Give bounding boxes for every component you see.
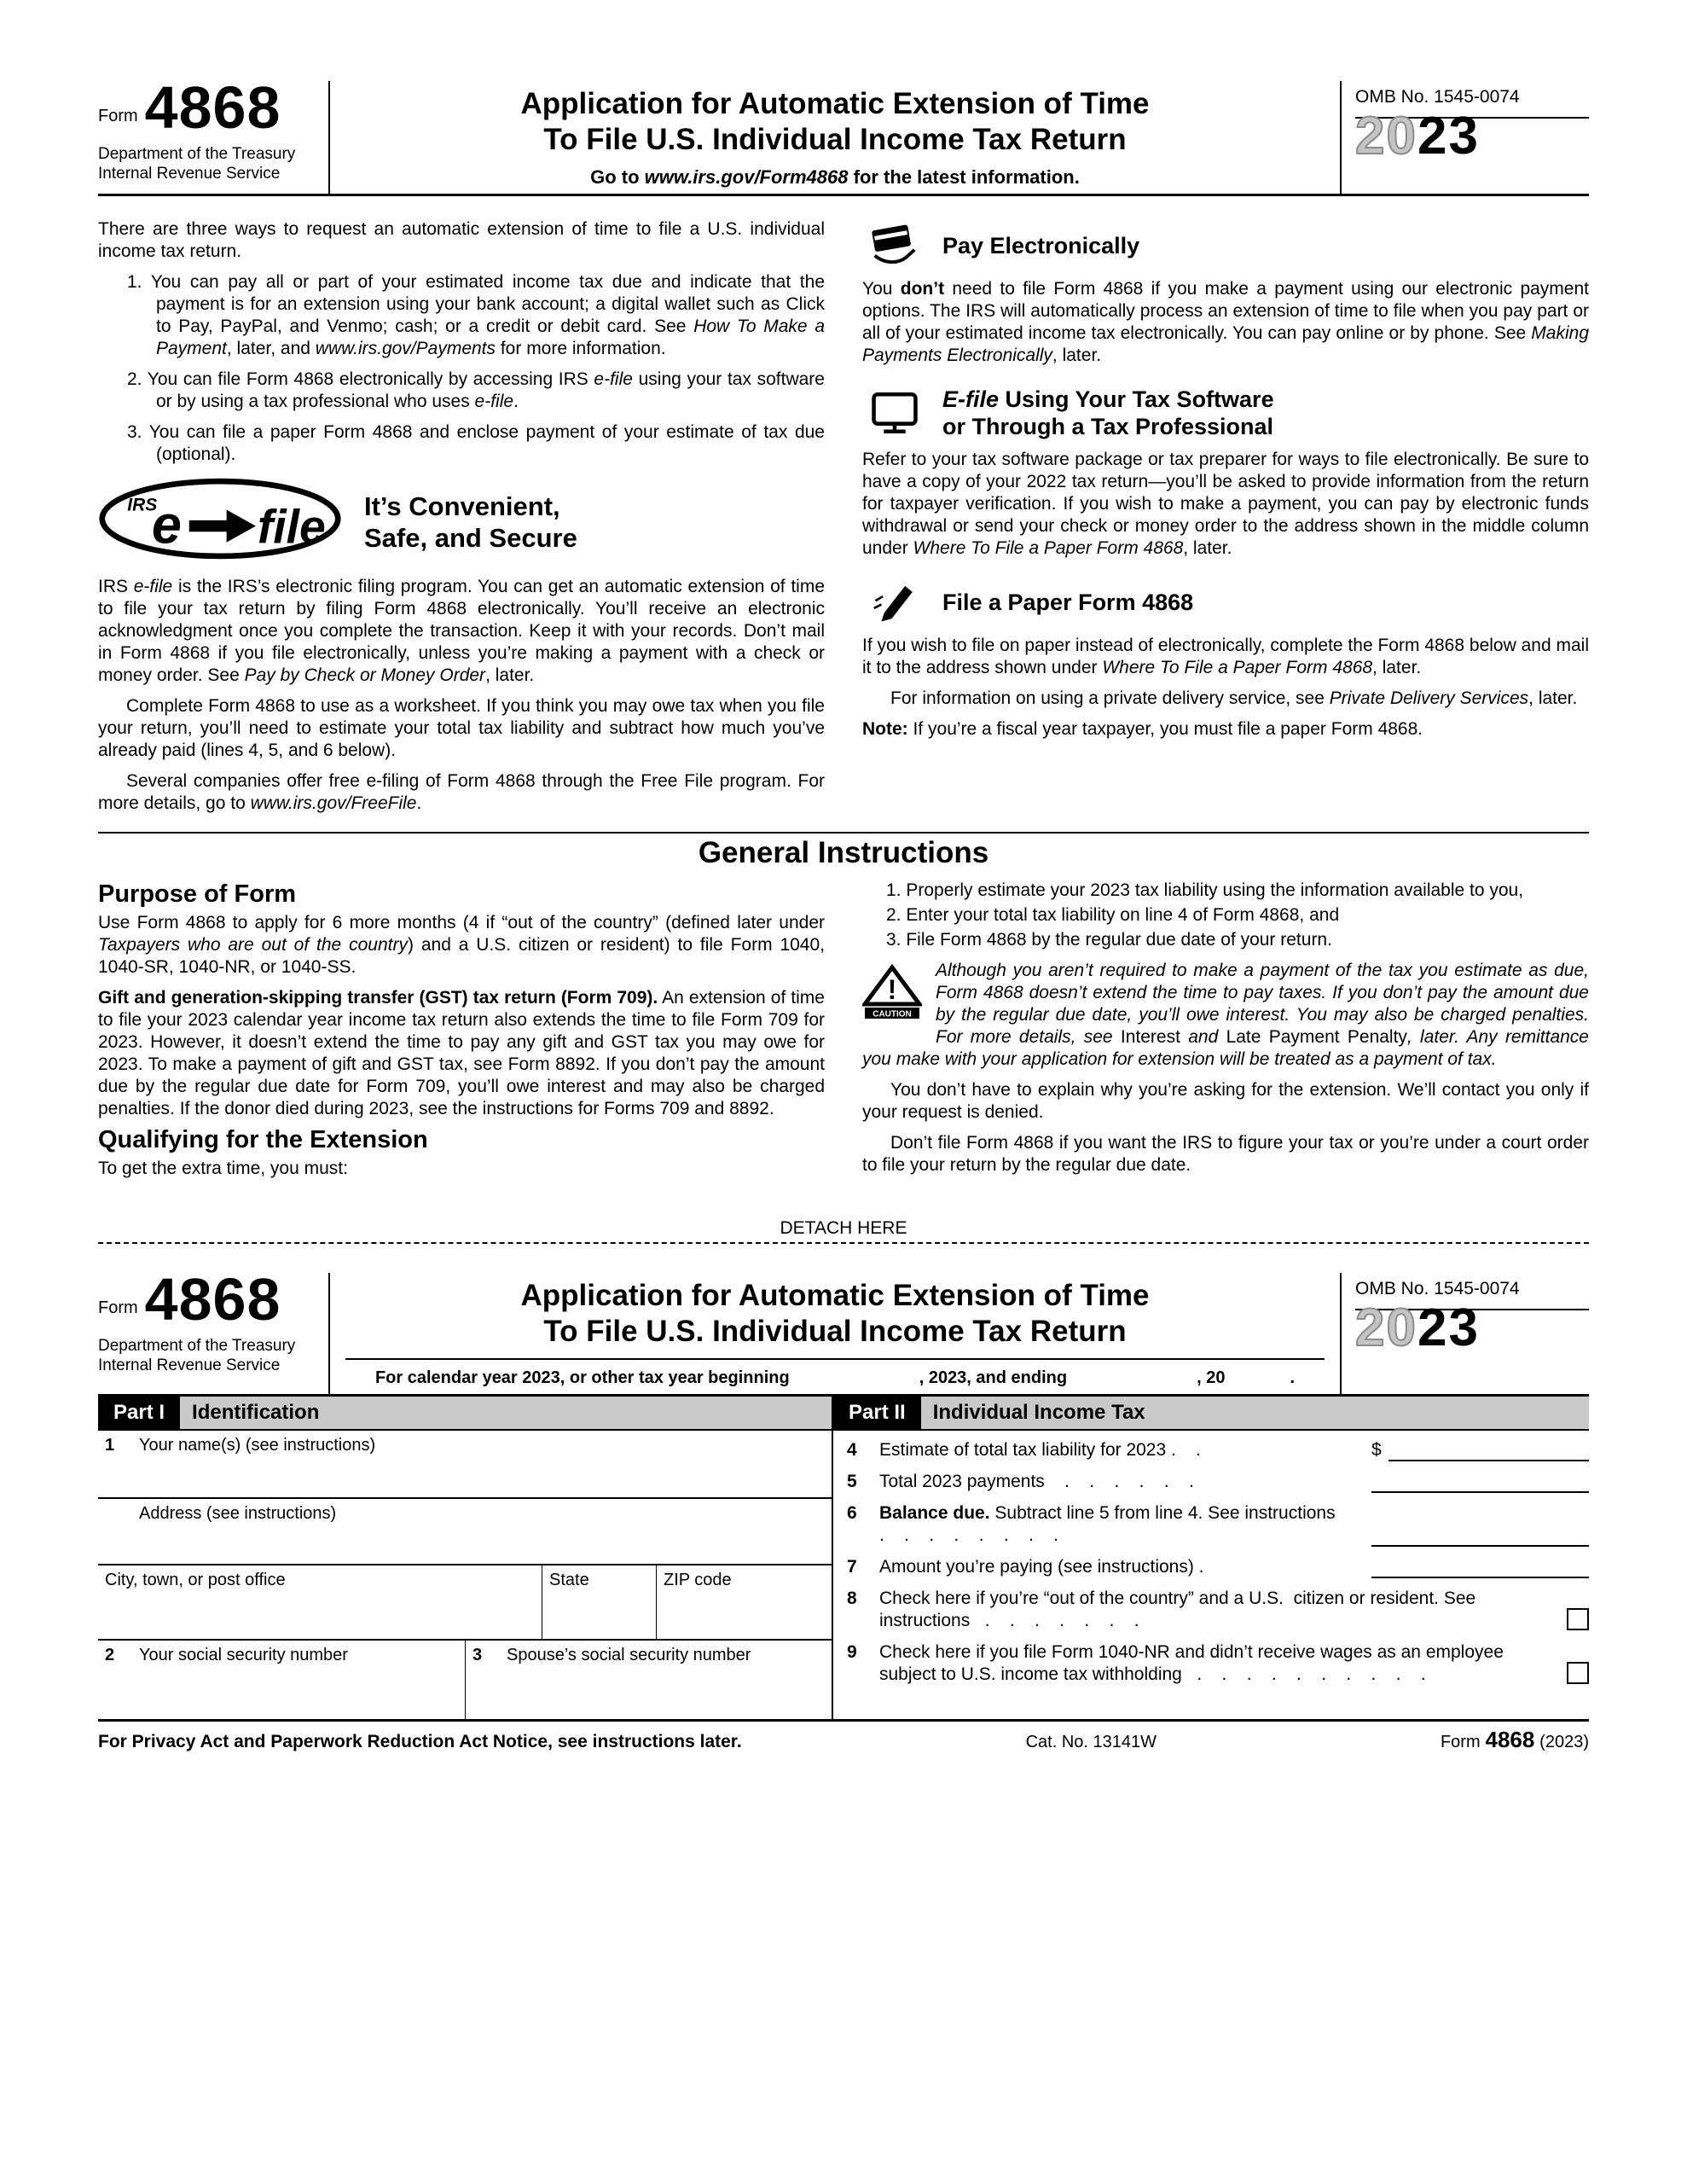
- zip-field[interactable]: [656, 1565, 832, 1639]
- name-field-label: Your name(s) (see instructions): [139, 1436, 376, 1455]
- line8-number: 8: [847, 1589, 857, 1608]
- line7-amount-cell: [1371, 1558, 1589, 1578]
- general-left-column: [98, 880, 825, 1188]
- paper-form-heading: [862, 578, 1589, 626]
- line9-number: 9: [847, 1642, 857, 1662]
- footer-form-year: (2023): [1539, 1733, 1589, 1751]
- line4-text: Estimate of total tax liability for 2023 . .: [879, 1440, 1202, 1460]
- zip-field-label: ZIP code: [664, 1571, 732, 1589]
- line6-row: [847, 1502, 1589, 1547]
- general-instructions-title: General Instructions: [698, 836, 989, 869]
- detach-here: [98, 1217, 1589, 1244]
- bottom-tax-year-outline: 20: [1355, 1298, 1417, 1357]
- spouse-ssn-label: Spouse’s social security number: [507, 1646, 751, 1664]
- address-field-label: Address (see instructions): [139, 1504, 337, 1523]
- efile-software-title: E-file Using Your Tax Software or Through a Tax Professional: [942, 386, 1274, 439]
- calendar-mid-text: , 2023, and ending: [919, 1368, 1068, 1387]
- dont-file-paragraph: Don’t file Form 4868 if you want the IRS to figure your tax or you’re under a court order to file your return by the regular due date.: [862, 1133, 1589, 1175]
- dollar-sign: $: [1371, 1440, 1382, 1460]
- paper-note: Note: If you’re a fiscal year taxpayer, you must file a paper Form 4868.: [862, 719, 1423, 739]
- tax-year-beginning-field[interactable]: [795, 1370, 914, 1389]
- line9-checkbox-cell: [1538, 1662, 1589, 1686]
- part1-title: Identification: [192, 1401, 320, 1424]
- your-ssn-label: Your social security number: [139, 1646, 348, 1664]
- line8-checkbox-cell: [1538, 1608, 1589, 1632]
- paper-paragraph-2: For information on using a private delivery service, see Private Delivery Services, later.: [890, 688, 1578, 708]
- part2-label: Part II: [833, 1397, 921, 1429]
- efile-paragraph-2: Complete Form 4868 to use as a worksheet. If you think you may owe tax when you file your return, you’ll need to estimate your total tax liability and subtract how much you’ve already paid (lines 4, 5, and 6 below).: [98, 696, 825, 760]
- name-field[interactable]: [98, 1431, 832, 1499]
- department-line: Department of the Treasury: [98, 144, 296, 163]
- line8-row: [847, 1588, 1589, 1632]
- tax-year-outline: 20: [1355, 107, 1417, 166]
- intro-left-column: [98, 218, 825, 823]
- form-number: 4868: [144, 74, 281, 141]
- part2-title: Individual Income Tax: [932, 1401, 1145, 1424]
- detach-here-label: DETACH HERE: [780, 1218, 907, 1238]
- calendar-20-text: , 20: [1197, 1368, 1226, 1387]
- efile-tagline-line1: It’s Convenient,: [364, 491, 560, 521]
- line6-number: 6: [847, 1503, 857, 1523]
- address-field[interactable]: [98, 1499, 832, 1565]
- paper-paragraph-1: If you wish to file on paper instead of electronically, complete the Form 4868 below and mail it to the address shown under Where To File a Paper Form 4868, later.: [862, 636, 1589, 677]
- efile-software-heading: [862, 386, 1589, 440]
- line4-amount-cell: [1371, 1439, 1589, 1461]
- line9-row: [847, 1641, 1589, 1686]
- calendar-pre-text: For calendar year 2023, or other tax year beginning: [374, 1368, 790, 1387]
- bottom-form-title-line1: Application for Automatic Extension of Time: [520, 1279, 1150, 1312]
- omb-year-block: [1342, 81, 1589, 194]
- line2-number: 2: [105, 1646, 115, 1664]
- form-title-block: [328, 81, 1342, 194]
- part2-bar: [833, 1397, 1589, 1431]
- way-item-1: 1. You can pay all or part of your estimated income tax due and indicate that the payment is for an extension using your bank account; a digital wallet such as Click to Pay, PayPal, and Venmo; cash; or a credit or debit card. See How To Make a Payment, later, and www.irs.gov/Payments for more information.: [127, 272, 826, 358]
- bottom-omb-year-block: [1342, 1273, 1589, 1394]
- qualifying-paragraph: To get the extra time, you must:: [98, 1159, 348, 1178]
- footer-form-number: 4868: [1485, 1727, 1535, 1752]
- bottom-form-title-line2: To File U.S. Individual Income Tax Return: [543, 1315, 1127, 1348]
- form-1040nr-checkbox[interactable]: [1567, 1662, 1589, 1684]
- bottom-form-header: [98, 1266, 1589, 1397]
- form-title-line2: To File U.S. Individual Income Tax Return: [543, 123, 1127, 156]
- ssn-row: [98, 1641, 832, 1719]
- purpose-paragraph-2: Gift and generation-skipping transfer (GST) tax return (Form 709). An extension of time to file your 2023 calendar year income tax return also extends the time to file Form 709 for 2023. However, it doesn’t extend the time to pay any gift and GST tax you may owe for 2023. To make a payment of gift and GST tax, see Form 8892. If you don’t pay the amount due by the regular due date for Form 709, you’ll owe interest and may also be charged penalties. If the donor died during 2023, see the instructions for Forms 709 and 8892.: [98, 988, 825, 1118]
- out-of-country-checkbox[interactable]: [1567, 1608, 1589, 1630]
- efile-paragraph-3: Several companies offer free e-filing of Form 4868 through the Free File program. For more details, go to www.irs.gov/FreeFile.: [98, 771, 825, 813]
- tax-year: [1355, 107, 1589, 166]
- efile-logo-file-text: file: [257, 500, 326, 554]
- efile-logo-block: [98, 478, 825, 566]
- line3-number: 3: [472, 1646, 483, 1664]
- bottom-tax-year-solid: 23: [1417, 1298, 1480, 1357]
- line9-text: Check here if you file Form 1040-NR and didn’t receive wages as an employee subject to U.S. income tax withholding . . . . . . . . . .: [879, 1642, 1504, 1684]
- line6-amount-field[interactable]: [1371, 1526, 1589, 1547]
- efile-tagline-line2: Safe, and Secure: [364, 522, 577, 553]
- line7-amount-field[interactable]: [1371, 1558, 1589, 1578]
- line5-amount-field[interactable]: [1371, 1472, 1589, 1493]
- bottom-form-number-block: [98, 1266, 328, 1394]
- city-state-zip-row: [98, 1565, 832, 1641]
- qualifying-heading: Qualifying for the Extension: [98, 1126, 428, 1153]
- footer-form-word: Form: [1440, 1733, 1481, 1751]
- city-field-label: City, town, or post office: [105, 1571, 286, 1589]
- line8-text: Check here if you’re “out of the country” and a U.S. citizen or resident. See instructions . . . . . . .: [879, 1589, 1476, 1630]
- form-number-block: [98, 74, 328, 194]
- bottom-form-number: 4868: [144, 1266, 281, 1333]
- extension-explain-paragraph: You don’t have to explain why you’re asking for the extension. We’ll contact you only if your request is denied.: [862, 1080, 1589, 1122]
- way-item-3: 3. You can file a paper Form 4868 and enclose payment of your estimate of tax due (optional).: [127, 422, 825, 464]
- agency-block: [98, 144, 318, 183]
- bottom-form-title-block: [328, 1273, 1342, 1394]
- efile-paragraph-1: IRS e-file is the IRS’s electronic filing program. You can get an automatic extension of time to file your tax return by filing Form 4868 electronically. You’ll receive an electronic acknowledgment once you complete the transaction. Keep it with your records. Don’t mail in Form 4868 if you file electronically, unless you’re making a payment with a check or money order. See Pay by Check or Money Order, later.: [98, 577, 825, 685]
- general-instructions-section: [98, 832, 1589, 1188]
- line6-amount-cell: [1371, 1526, 1589, 1547]
- line4-number: 4: [847, 1440, 857, 1460]
- caution-exclamation-text: !: [887, 974, 897, 1005]
- caution-block: [862, 960, 1589, 1071]
- form-number-line: [98, 74, 318, 141]
- part2-lines: [833, 1431, 1589, 1719]
- intro-right-column: [862, 218, 1589, 823]
- pay-electronically-heading: [862, 222, 1589, 270]
- line7-row: [847, 1556, 1589, 1578]
- payment-card-icon: [862, 222, 927, 270]
- spouse-ssn-field[interactable]: [465, 1641, 832, 1719]
- state-field[interactable]: [542, 1565, 656, 1639]
- form-footer: [98, 1719, 1589, 1753]
- detach-dashed-line: [98, 1242, 1589, 1244]
- bottom-omb-number: OMB No. 1545-0074: [1355, 1273, 1589, 1310]
- general-instructions-columns: [98, 880, 1589, 1188]
- form-parts: [98, 1397, 1589, 1719]
- irs-efile-logo-icon: [98, 478, 342, 566]
- software-paragraph: Refer to your tax software package or tax preparer for ways to file electronically. Be sure to have a copy of your 2022 tax return—you’ll be asked to provide information from the return for taxpayer verification. If you wish to make a payment, you can pay by electronic funds withdrawal or send your check or money order to the address shown in the middle column under Where To File a Paper Form 4868, later.: [862, 450, 1589, 558]
- purpose-paragraph-1: Use Form 4868 to apply for 6 more months (4 if “out of the country” (defined later under Taxpayers who are out of the country) and a U.S. citizen or resident) to file Form 1040, 1040-SR, 1040-NR, or 1040-SS.: [98, 913, 825, 977]
- intro-section: [98, 218, 1589, 823]
- form-word: Form: [98, 106, 138, 125]
- line5-amount-cell: [1371, 1472, 1589, 1493]
- step-2: 2. Enter your total tax liability on line 4 of Form 4868, and: [886, 905, 1340, 925]
- bottom-department-line: Department of the Treasury: [98, 1336, 296, 1355]
- part1-column: [98, 1397, 833, 1719]
- bottom-form-title: [345, 1278, 1325, 1350]
- privacy-act-notice: For Privacy Act and Paperwork Reduction Act Notice, see instructions later.: [98, 1732, 742, 1751]
- calendar-year-line: [345, 1358, 1325, 1389]
- bottom-tax-year: [1355, 1298, 1589, 1357]
- bottom-agency-block: [98, 1336, 318, 1375]
- pay-paragraph: You don’t need to file Form 4868 if you make a payment using our electronic payment options. The IRS will automatically process an extension of time to file when you pay part or all of your estimated income tax electronically. You can pay online or by phone. See Making Payments Electronically, later.: [862, 279, 1589, 365]
- your-ssn-field[interactable]: [98, 1641, 465, 1719]
- bottom-agency-line: Internal Revenue Service: [98, 1356, 281, 1374]
- goto-line: Go to www.irs.gov/Form4868 for the latest information.: [590, 166, 1080, 188]
- footer-form-id: [1441, 1728, 1589, 1753]
- intro-lead: There are three ways to request an automatic extension of time to file a U.S. individual income tax return.: [98, 219, 825, 261]
- bottom-form-word: Form: [98, 1298, 138, 1317]
- general-right-column: [862, 880, 1589, 1188]
- part1-label: Part I: [98, 1397, 180, 1429]
- purpose-of-form-heading: Purpose of Form: [98, 880, 297, 908]
- line7-number: 7: [847, 1557, 857, 1577]
- efile-logo-arrow-icon: [189, 510, 256, 543]
- top-form-header: [98, 74, 1589, 196]
- line6-text: Balance due. Subtract line 5 from line 4. See instructions . . . . . . . .: [879, 1503, 1336, 1545]
- tax-year-ending-field[interactable]: [1072, 1370, 1191, 1389]
- line7-text: Amount you’re paying (see instructions) .: [879, 1557, 1204, 1577]
- pay-electronically-title: Pay Electronically: [942, 233, 1140, 258]
- caution-label-text: CAUTION: [872, 1009, 912, 1019]
- form-title: [345, 86, 1325, 158]
- step-3: 3. File Form 4868 by the regular due date of your return.: [886, 930, 1332, 950]
- computer-icon: [862, 389, 927, 437]
- efile-logo-e-text: e: [151, 495, 182, 555]
- city-field[interactable]: [98, 1565, 542, 1639]
- catalog-number: Cat. No. 13141W: [1025, 1733, 1157, 1751]
- tax-year-ending-year-field[interactable]: [1230, 1370, 1284, 1389]
- tax-year-solid: 23: [1417, 107, 1480, 166]
- efile-tagline: [364, 491, 577, 554]
- way-item-2: 2. You can file Form 4868 electronically by accessing IRS e-file using your tax software or by using a tax professional who uses e-file.: [127, 369, 825, 411]
- omb-number: OMB No. 1545-0074: [1355, 81, 1589, 119]
- line5-number: 5: [847, 1472, 857, 1491]
- pencil-icon: [862, 578, 927, 626]
- line5-row: [847, 1471, 1589, 1493]
- part1-bar: [98, 1397, 832, 1431]
- detachable-form: [98, 1266, 1589, 1753]
- line4-amount-field[interactable]: [1388, 1441, 1589, 1461]
- line5-text: Total 2023 payments . . . . . .: [879, 1472, 1194, 1491]
- bottom-form-number-line: [98, 1266, 318, 1333]
- caution-paragraph: Although you aren’t required to make a payment of the tax you estimate as due, Form 4868 doesn’t extend the time to pay taxes. If you don’t pay the amount due by the regular due date, you’ll owe interest. You may also be charged penalties. For more details, see Interest and Late Payment Penalty, later. Any remittance you make with your application for extension will be treated as a payment of tax.: [862, 961, 1589, 1069]
- form-title-line1: Application for Automatic Extension of Time: [520, 87, 1150, 120]
- agency-line: Internal Revenue Service: [98, 164, 281, 183]
- calendar-end-text: .: [1290, 1368, 1296, 1387]
- line4-row: [847, 1439, 1589, 1461]
- caution-triangle-icon: [862, 964, 922, 1026]
- line1-number: 1: [105, 1436, 115, 1455]
- efile-logo-irs-text: IRS: [127, 495, 158, 515]
- part2-column: [833, 1397, 1589, 1719]
- state-field-label: State: [549, 1571, 589, 1589]
- step-1: 1. Properly estimate your 2023 tax liability using the information available to you,: [886, 880, 1524, 900]
- paper-form-title: File a Paper Form 4868: [942, 590, 1194, 615]
